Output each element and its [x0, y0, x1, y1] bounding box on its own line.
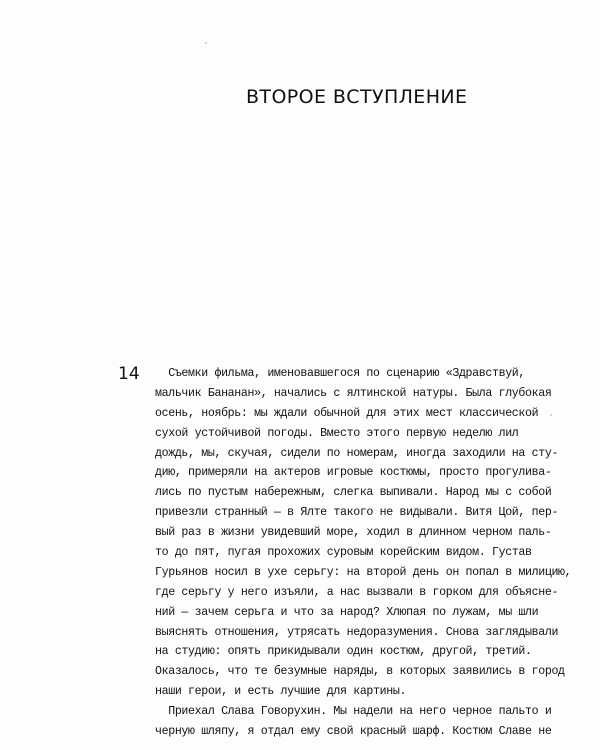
- text-line: на студию: опять прикидывали один костюм, другой, третий.: [155, 645, 532, 659]
- page-number: 14: [118, 364, 140, 384]
- text-line: осень, ноябрь: мы ждали обычной для этих мест классической: [155, 406, 539, 420]
- text-line: Гурьянов носил в ухе серьгу: на второй день он попал в милицию,: [155, 565, 572, 579]
- text-line: наши герои, и есть лучшие для картины.: [155, 685, 407, 699]
- text-line: дию, примеряли на актеров игровые костюмы, просто прогулива-: [155, 466, 552, 480]
- text-line: ний — зачем серьга и что за народ? Хлюпая по лужам, мы шли: [155, 605, 539, 619]
- text-line: Приехал Слава Говорухин. Мы надели на него черное пальто и: [155, 705, 552, 719]
- text-line: где серьгу у него изъяли, а нас вызвали в горком для объясне-: [155, 585, 559, 599]
- text-line: выяснять отношения, утрясать недоразумения. Снова заглядывали: [155, 625, 559, 639]
- scan-speck: [205, 42, 207, 44]
- body-text: [155, 364, 572, 742]
- scan-speck: [550, 414, 552, 416]
- text-line: то до пят, пугая прохожих суровым корейским видом. Густав: [155, 546, 532, 560]
- text-line: сухой устойчивой погоды. Вместо этого первую неделю лил: [155, 426, 519, 440]
- text-line: Оказалось, что те безумные наряды, в которых заявились в город: [155, 665, 565, 679]
- text-line: черную шляпу, я отдал ему свой красный шарф. Костюм Славе не: [155, 725, 552, 739]
- text-line: лись по пустым набережным, слегка выпивали. Народ мы с собой: [155, 486, 552, 500]
- text-line: дождь, мы, скучая, сидели по номерам, иногда заходили на сту-: [155, 446, 559, 460]
- text-line: привезли странный — в Ялте такого не видывали. Витя Цой, пер-: [155, 506, 559, 520]
- text-line: вый раз в жизни увидевший море, ходил в длинном черном паль-: [155, 526, 552, 540]
- text-line: мальчик Бананан», начались с ялтинской натуры. Была глубокая: [155, 386, 552, 400]
- chapter-title: ВТОРОЕ ВСТУПЛЕНИЕ: [246, 86, 468, 108]
- text-line: Съемки фильма, именовавшегося по сценарию «Здравствуй,: [155, 367, 526, 380]
